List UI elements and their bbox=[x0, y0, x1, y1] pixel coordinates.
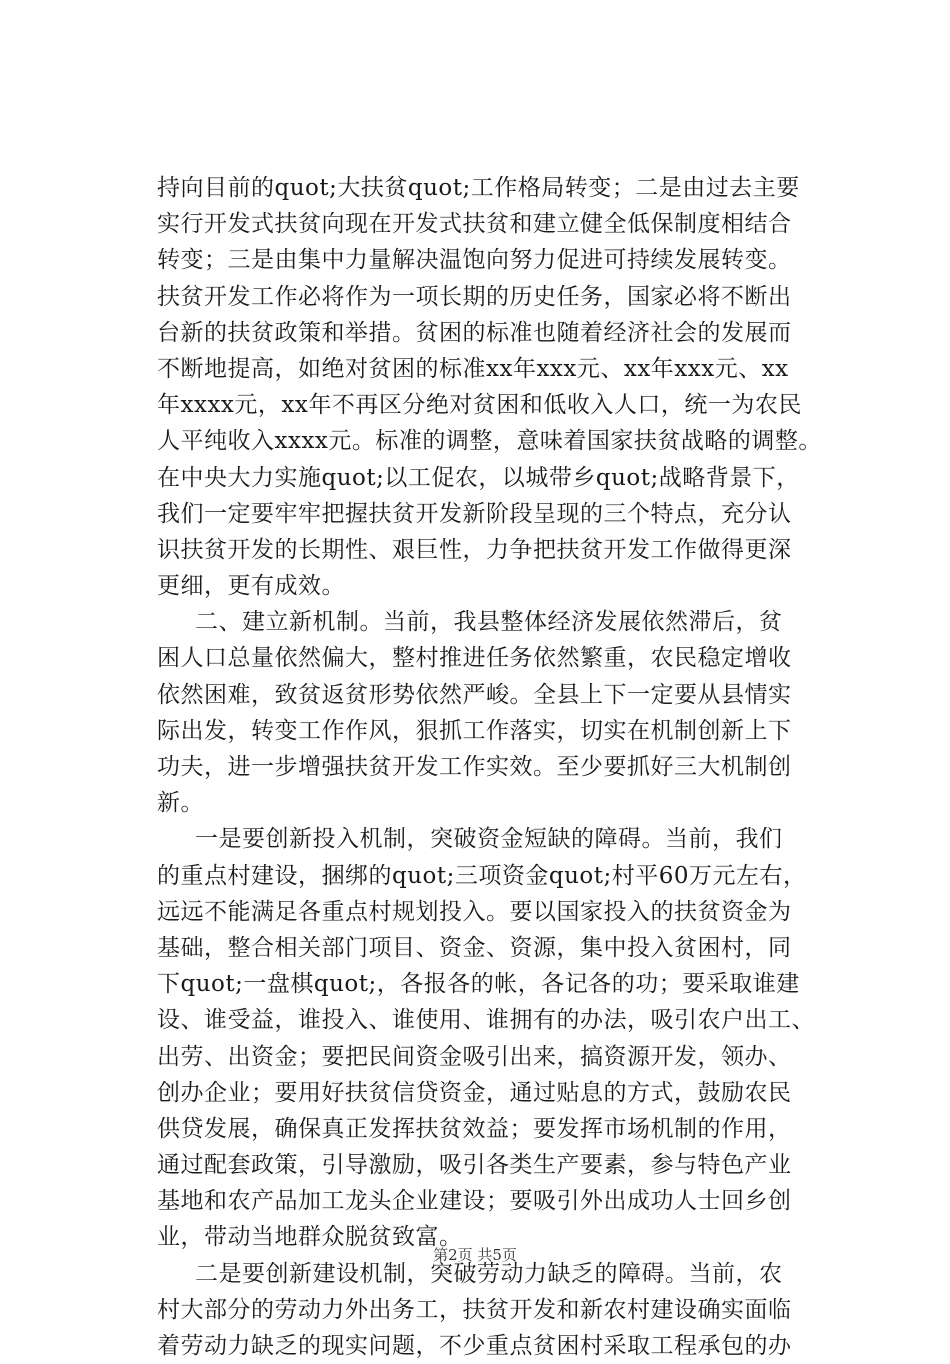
body-text bbox=[157, 170, 837, 1364]
text-line: 我们一定要牢牢把握扶贫开发新阶段呈现的三个特点，充分认 bbox=[157, 500, 792, 527]
text-line: 通过配套政策，引导激励，吸引各类生产要素，参与特色产业 bbox=[157, 1152, 792, 1179]
text-line: 二是要创新建设机制，突破劳动力缺乏的障碍。当前，农 bbox=[195, 1260, 783, 1287]
text-line: 年xxxx元，xx年不再区分绝对贫困和低收入人口，统一为农民 bbox=[157, 392, 802, 419]
text-line: 识扶贫开发的长期性、艰巨性，力争把扶贫开发工作做得更深 bbox=[157, 536, 792, 563]
text-line: 二、建立新机制。当前，我县整体经济发展依然滞后，贫 bbox=[195, 609, 783, 636]
text-line: 转变；三是由集中力量解决温饱向努力促进可持续发展转变。 bbox=[157, 247, 792, 274]
text-line: 扶贫开发工作必将作为一项长期的历史任务，国家必将不断出 bbox=[157, 283, 792, 310]
text-line: 不断地提高，如绝对贫困的标准xx年xxx元、xx年xxx元、xx bbox=[157, 355, 789, 382]
text-line: 的重点村建设，捆绑的quot;三项资金quot;村平60万元左右， bbox=[157, 862, 807, 889]
text-line: 实行开发式扶贫向现在开发式扶贫和建立健全低保制度相结合 bbox=[157, 211, 792, 238]
text-line: 际出发，转变工作作风，狠抓工作落实，切实在机制创新上下 bbox=[157, 717, 792, 744]
text-line: 基础，整合相关部门项目、资金、资源，集中投入贫困村，同 bbox=[157, 934, 792, 961]
page-footer: 第2页 共5页 bbox=[433, 1246, 517, 1264]
text-line: 困人口总量依然偏大，整村推进任务依然繁重，农民稳定增收 bbox=[157, 645, 792, 672]
text-line: 业，带动当地群众脱贫致富。 bbox=[157, 1224, 463, 1251]
text-line: 设、谁受益，谁投入、谁使用、谁拥有的办法，吸引农户出工、 bbox=[157, 1007, 815, 1034]
text-line: 基地和农产品加工龙头企业建设；要吸引外出成功人士回乡创 bbox=[157, 1188, 792, 1215]
text-line: 远远不能满足各重点村规划投入。要以国家投入的扶贫资金为 bbox=[157, 898, 792, 925]
text-line: 人平纯收入xxxx元。标准的调整，意味着国家扶贫战略的调整。 bbox=[157, 428, 822, 455]
text-line: 持向目前的quot;大扶贫quot;工作格局转变；二是由过去主要 bbox=[157, 175, 800, 201]
text-line: 村大部分的劳动力外出务工，扶贫开发和新农村建设确实面临 bbox=[157, 1296, 792, 1323]
text-line: 新。 bbox=[157, 790, 204, 817]
text-line: 下quot;一盘棋quot;，各报各的帐，各记各的功；要采取谁建 bbox=[157, 971, 800, 998]
text-line: 依然困难，致贫返贫形势依然严峻。全县上下一定要从县情实 bbox=[157, 681, 792, 708]
text-line: 着劳动力缺乏的现实问题，不少重点贫困村采取工程承包的办 bbox=[157, 1333, 792, 1359]
text-line: 供贷发展，确保真正发挥扶贫效益；要发挥市场机制的作用， bbox=[157, 1115, 792, 1142]
text-line: 一是要创新投入机制，突破资金短缺的障碍。当前，我们 bbox=[195, 826, 783, 853]
text-line: 台新的扶贫政策和举措。贫困的标准也随着经济社会的发展而 bbox=[157, 319, 792, 346]
text-line: 功夫，进一步增强扶贫开发工作实效。至少要抓好三大机制创 bbox=[157, 754, 792, 780]
text-line: 更细，更有成效。 bbox=[157, 573, 345, 600]
text-line: 创办企业；要用好扶贫信贷资金，通过贴息的方式，鼓励农民 bbox=[157, 1079, 792, 1106]
text-line: 在中央大力实施quot;以工促农，以城带乡quot;战略背景下， bbox=[157, 464, 800, 491]
text-line: 出劳、出资金；要把民间资金吸引出来，搞资源开发，领办、 bbox=[157, 1043, 792, 1070]
